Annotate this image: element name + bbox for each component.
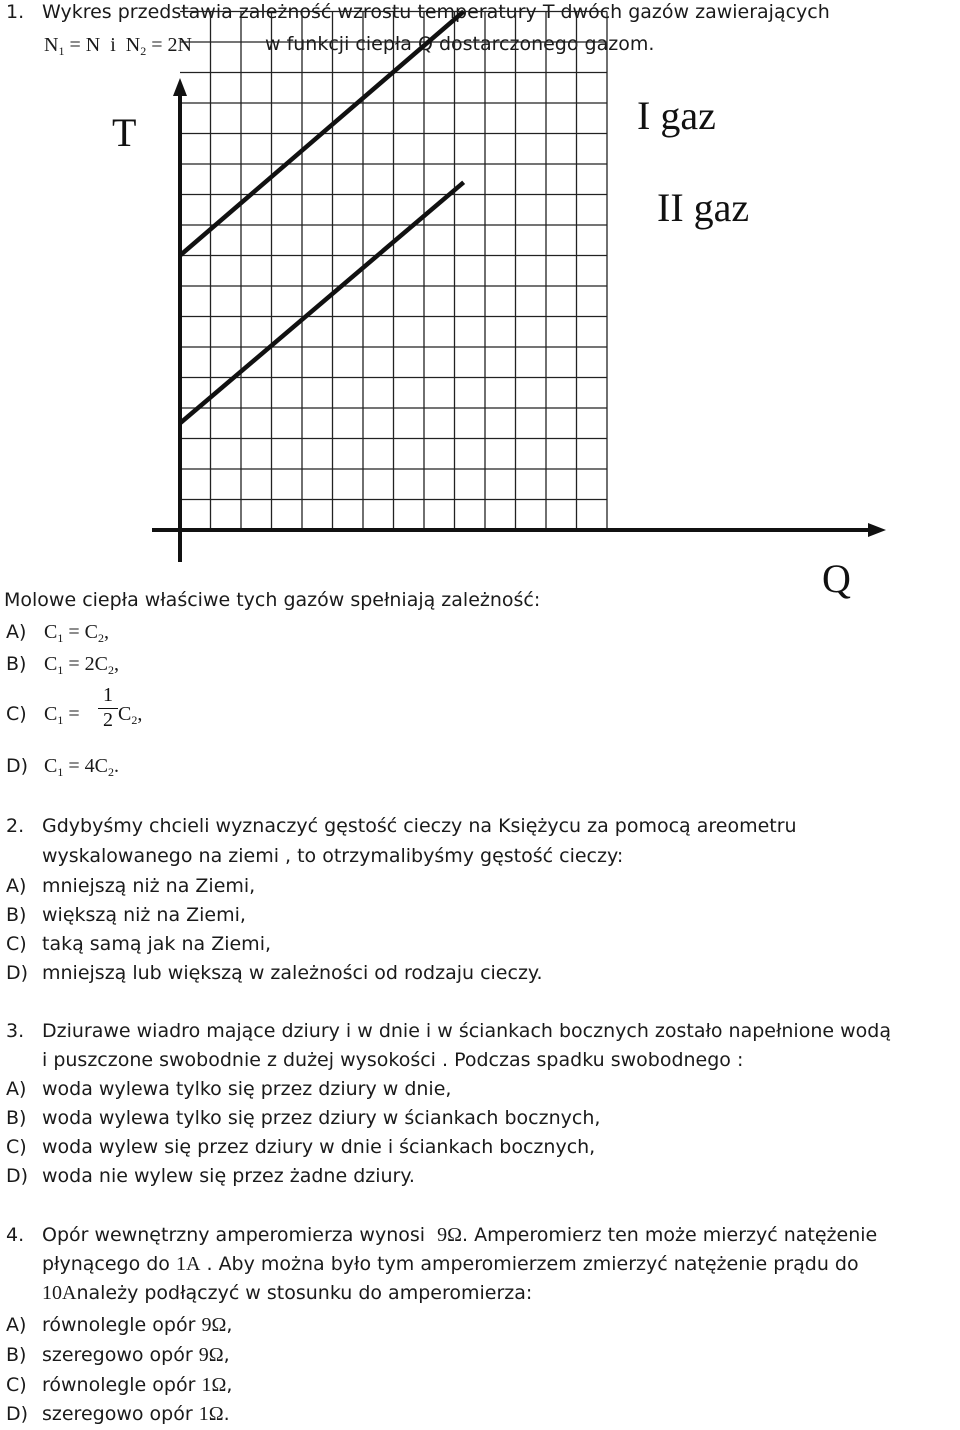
q2-option-d-letter: D) — [6, 962, 29, 984]
q4-option-c-letter: C) — [6, 1374, 27, 1396]
q1-option-d[interactable]: $C_1 = 4C_2$. — [44, 755, 119, 779]
q1-option-a-letter: A) — [6, 621, 27, 643]
x-axis-arrow — [868, 523, 886, 537]
q2-option-a[interactable]: mniejszą niż na Ziemi, — [42, 875, 256, 897]
q3-text-line1: Dziurawe wiadro mające dziury i w dnie i w ściankach bocznych zostało napełnione wodą — [42, 1020, 891, 1042]
q3-option-a[interactable]: woda wylewa tylko się przez dziury w dnie, — [42, 1078, 452, 1100]
temperature-heat-chart — [0, 0, 960, 600]
q2-number: 2. — [6, 815, 25, 837]
q4-option-b-letter: B) — [6, 1344, 27, 1366]
chart-grid — [180, 12, 607, 531]
q4-option-d[interactable]: szeregowo opór 1Ω. — [42, 1403, 230, 1425]
q2-option-c-letter: C) — [6, 933, 27, 955]
q2-option-b[interactable]: większą niż na Ziemi, — [42, 904, 246, 926]
q4-option-d-letter: D) — [6, 1403, 29, 1425]
q4-option-b[interactable]: szeregowo opór 9Ω, — [42, 1344, 230, 1366]
series-label-i-gaz: I gaz — [637, 93, 716, 138]
q3-text-line2: i puszczone swobodnie z dużej wysokości . Podczas spadku swobodnego : — [42, 1049, 744, 1071]
q1-option-c[interactable]: $C_1$ = — [44, 703, 80, 727]
q2-option-a-letter: A) — [6, 875, 27, 897]
q3-option-c-letter: C) — [6, 1136, 27, 1158]
q3-option-d[interactable]: woda nie wylew się przez żadne dziury. — [42, 1165, 415, 1187]
q2-text-line1: Gdybyśmy chcieli wyznaczyć gęstość cieczy na Księżycu za pomocą areometru — [42, 815, 797, 837]
fraction-numerator: 1 — [103, 684, 113, 706]
q3-option-b-letter: B) — [6, 1107, 27, 1129]
q1-text-line2: w funkcji ciepła Q dostarczonego gazom. — [265, 33, 655, 55]
q4-number: 4. — [6, 1224, 25, 1246]
q1-prompt: Molowe ciepła właściwe tych gazów spełniają zależność: — [4, 589, 541, 611]
q1-text-line1: Wykres przedstawia zależność wzrostu temperatury T dwóch gazów zawierających — [42, 1, 830, 23]
q3-option-a-letter: A) — [6, 1078, 27, 1100]
fraction-denominator: 2 — [103, 709, 113, 731]
q1-option-b[interactable]: $C_1 = 2C_2$, — [44, 653, 119, 677]
chart-series — [180, 12, 464, 424]
q4-option-c[interactable]: równolegle opór 1Ω, — [42, 1374, 233, 1396]
q1-number: 1. — [6, 1, 25, 23]
chart-axes — [152, 78, 886, 562]
q1-option-b-letter: B) — [6, 653, 27, 675]
q1-option-a[interactable]: $C_1 = C_2$, — [44, 621, 109, 645]
x-axis-label: Q — [822, 556, 851, 600]
q4-option-a-letter: A) — [6, 1314, 27, 1336]
y-axis-arrow — [173, 78, 187, 96]
q4-text-line2: płynącego do 1A . Aby można było tym amperomierzem zmierzyć natężenie prądu do — [42, 1253, 859, 1275]
q2-option-d[interactable]: mniejszą lub większą w zależności od rodzaju cieczy. — [42, 962, 543, 984]
q4-text-line3: 10Anależy podłączyć w stosunku do amperomierza: — [42, 1282, 533, 1304]
fraction-one-half — [98, 684, 118, 731]
q3-option-d-letter: D) — [6, 1165, 29, 1187]
q1-option-c-rhs: $C_2$, — [118, 703, 143, 727]
q1-option-c-letter: C) — [6, 703, 27, 725]
q3-option-b[interactable]: woda wylewa tylko się przez dziury w ściankach bocznych, — [42, 1107, 601, 1129]
series-label-ii-gaz: II gaz — [657, 185, 750, 230]
q2-option-c[interactable]: taką samą jak na Ziemi, — [42, 933, 272, 955]
q1-n-relations: $N_1 = N$ i $N_2 = 2N$ — [44, 34, 192, 58]
q2-text-line2: wyskalowanego na ziemi , to otrzymalibyśmy gęstość cieczy: — [42, 845, 624, 867]
q4-option-a[interactable]: równolegle opór 9Ω, — [42, 1314, 233, 1336]
q3-option-c[interactable]: woda wylew się przez dziury w dnie i ściankach bocznych, — [42, 1136, 596, 1158]
q3-number: 3. — [6, 1020, 25, 1042]
q2-option-b-letter: B) — [6, 904, 27, 926]
q1-option-d-letter: D) — [6, 755, 29, 777]
y-axis-label: T — [112, 110, 137, 155]
q4-text-line1: Opór wewnętrzny amperomierza wynosi 9Ω. Amperomierz ten może mierzyć natężenie — [42, 1224, 878, 1246]
